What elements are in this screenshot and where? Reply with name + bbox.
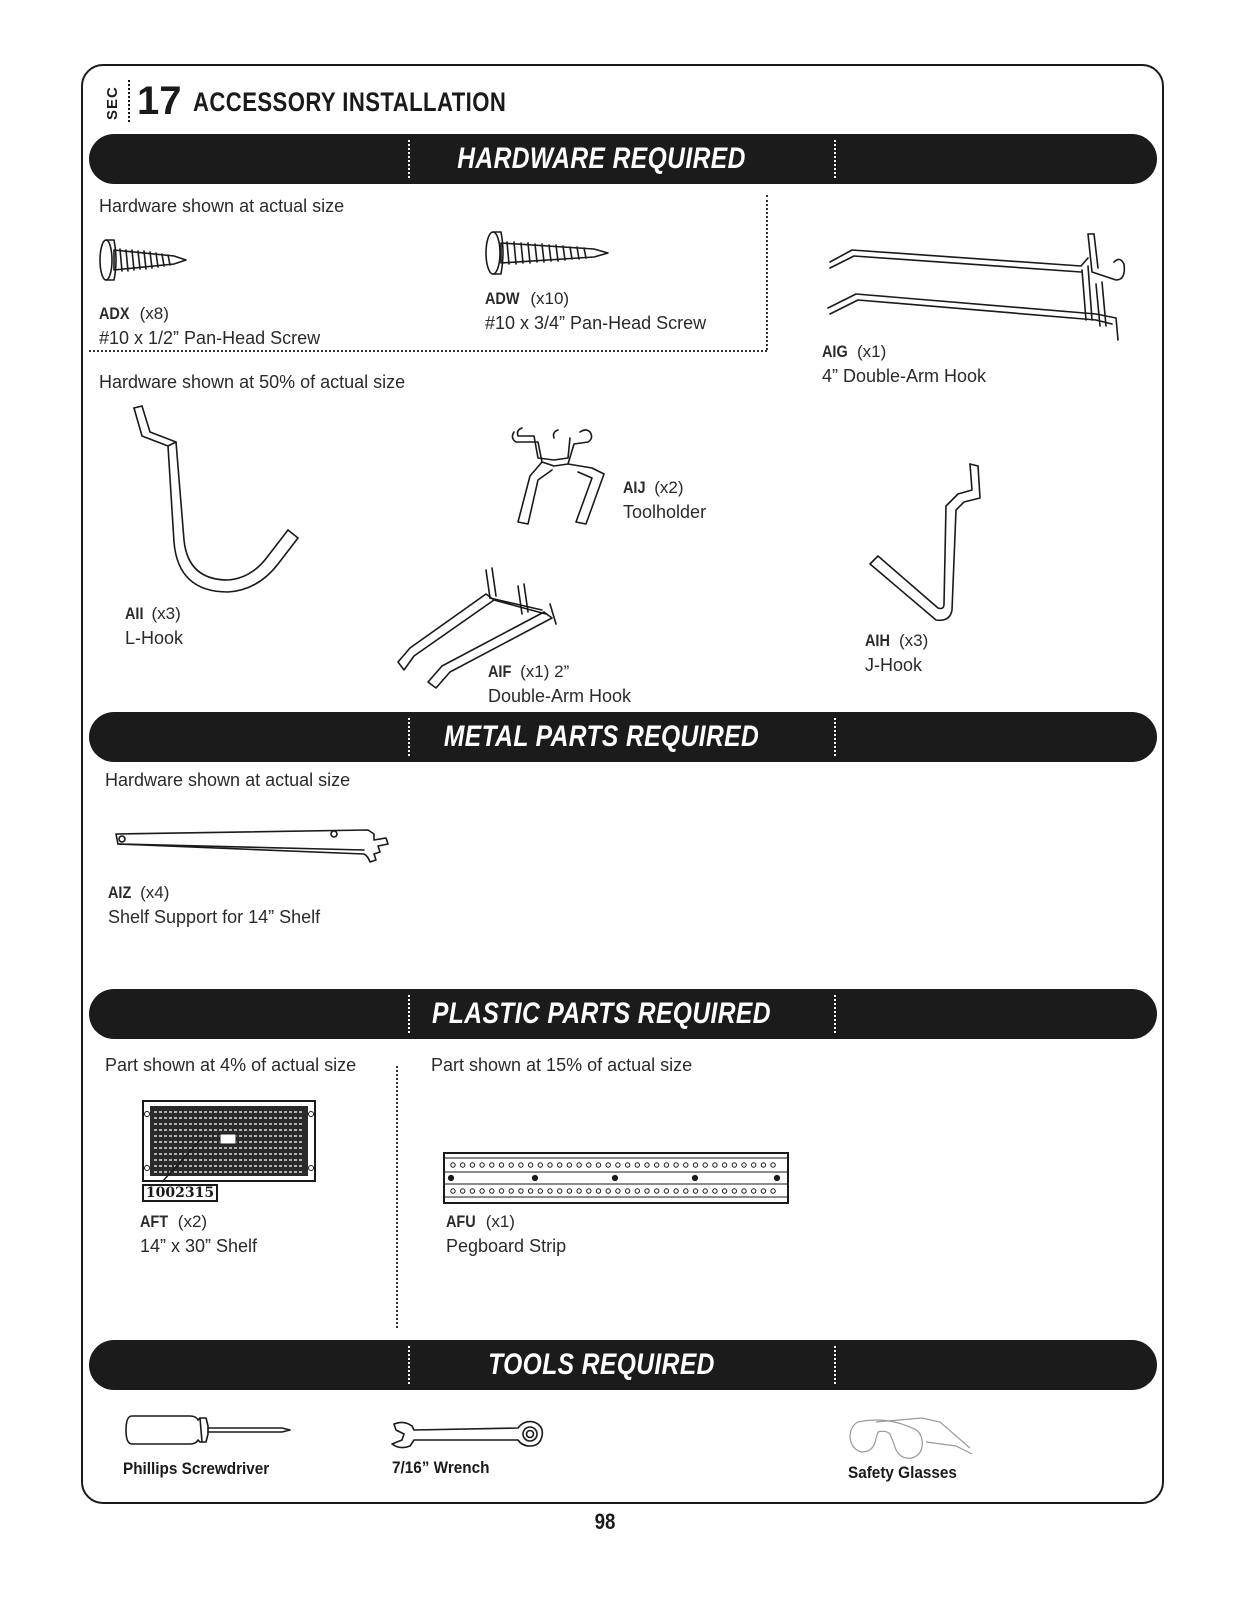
aif-code: AIF [488, 662, 512, 681]
adx-label [99, 302, 320, 350]
aii-label [125, 602, 183, 650]
aih-qty: (x3) [899, 631, 929, 650]
aih-code: AIH [865, 631, 890, 650]
tools-banner-title: TOOLS REQUIRED [488, 1348, 715, 1381]
screwdriver-label: Phillips Screwdriver [123, 1459, 270, 1478]
afu-code: AFU [446, 1212, 476, 1231]
aii-code: AII [125, 604, 144, 623]
afu-qty: (x1) [485, 1212, 515, 1231]
adw-code: ADW [485, 289, 520, 308]
adw-screw-icon [484, 228, 614, 278]
screwdriver-icon [124, 1412, 294, 1448]
aij-toolholder-icon [508, 424, 614, 530]
aft-shelf-icon [142, 1100, 316, 1184]
plastic-divider [396, 1066, 398, 1328]
aft-label [140, 1210, 257, 1258]
plastic-banner-title: PLASTIC PARTS REQUIRED [432, 997, 771, 1030]
hardware-banner [89, 134, 1157, 184]
hardware-banner-title: HARDWARE REQUIRED [457, 142, 746, 175]
afu-label [446, 1210, 566, 1258]
aih-j-hook-icon [866, 460, 998, 626]
aig-qty: (x1) [856, 342, 887, 361]
wrench-icon [390, 1418, 546, 1452]
hardware-note-actual: Hardware shown at actual size [99, 196, 345, 216]
aij-desc: Toolholder [623, 502, 707, 522]
metal-banner-title: METAL PARTS REQUIRED [443, 720, 760, 753]
adx-code: ADX [99, 304, 130, 323]
aig-code: AIG [822, 342, 848, 361]
section-number: 17 [137, 79, 182, 123]
aiz-label [108, 881, 320, 929]
aii-desc: L-Hook [125, 628, 184, 648]
aif-label [488, 660, 631, 708]
adw-qty: (x10) [530, 289, 570, 308]
aig-label [822, 340, 986, 388]
aif-desc: Double-Arm Hook [488, 686, 632, 706]
aij-label [623, 476, 706, 524]
plastic-note-4: Part shown at 4% of actual size [105, 1055, 357, 1075]
actual-size-box-bottom [89, 350, 767, 352]
adw-desc: #10 x 3/4” Pan-Head Screw [485, 313, 707, 333]
plastic-note-15: Part shown at 15% of actual size [431, 1055, 693, 1075]
section-tag: SEC [104, 86, 121, 120]
section-divider [128, 80, 130, 122]
adx-qty: (x8) [139, 304, 169, 323]
tools-banner [89, 1340, 1157, 1390]
aiz-desc: Shelf Support for 14” Shelf [108, 907, 321, 927]
actual-size-box-divider [766, 195, 768, 350]
aig-desc: 4” Double-Arm Hook [822, 366, 987, 386]
aiz-qty: (x4) [140, 883, 170, 902]
aii-l-hook-icon [128, 402, 303, 598]
aii-qty: (x3) [151, 604, 181, 623]
adw-label [485, 287, 706, 335]
aij-code: AIJ [623, 478, 646, 497]
aft-code: AFT [140, 1212, 169, 1231]
aiz-code: AIZ [108, 883, 132, 902]
afu-pegboard-strip-icon [443, 1152, 789, 1204]
wrench-label: 7/16” Wrench [392, 1458, 490, 1477]
safety-glasses-label: Safety Glasses [848, 1463, 957, 1482]
aft-desc: 14” x 30” Shelf [140, 1236, 258, 1256]
aig-double-arm-hook-icon [826, 228, 1136, 346]
aih-label [865, 629, 928, 677]
page-number: 98 [594, 1509, 616, 1534]
aij-qty: (x2) [654, 478, 684, 497]
aiz-shelf-support-icon [112, 824, 392, 868]
adx-screw-icon [98, 236, 190, 284]
safety-glasses-icon [846, 1412, 974, 1466]
metal-note-actual: Hardware shown at actual size [105, 770, 351, 790]
aif-qty: (x1) 2” [520, 662, 570, 681]
afu-desc: Pegboard Strip [446, 1236, 567, 1256]
hardware-note-50: Hardware shown at 50% of actual size [99, 372, 406, 392]
metal-banner [89, 712, 1157, 762]
section-title: ACCESSORY INSTALLATION [193, 87, 507, 117]
aih-desc: J-Hook [865, 655, 923, 675]
aft-qty: (x2) [177, 1212, 208, 1231]
adx-desc: #10 x 1/2” Pan-Head Screw [99, 328, 321, 348]
plastic-banner [89, 989, 1157, 1039]
aft-part-number-label: 1002315 [142, 1184, 218, 1202]
